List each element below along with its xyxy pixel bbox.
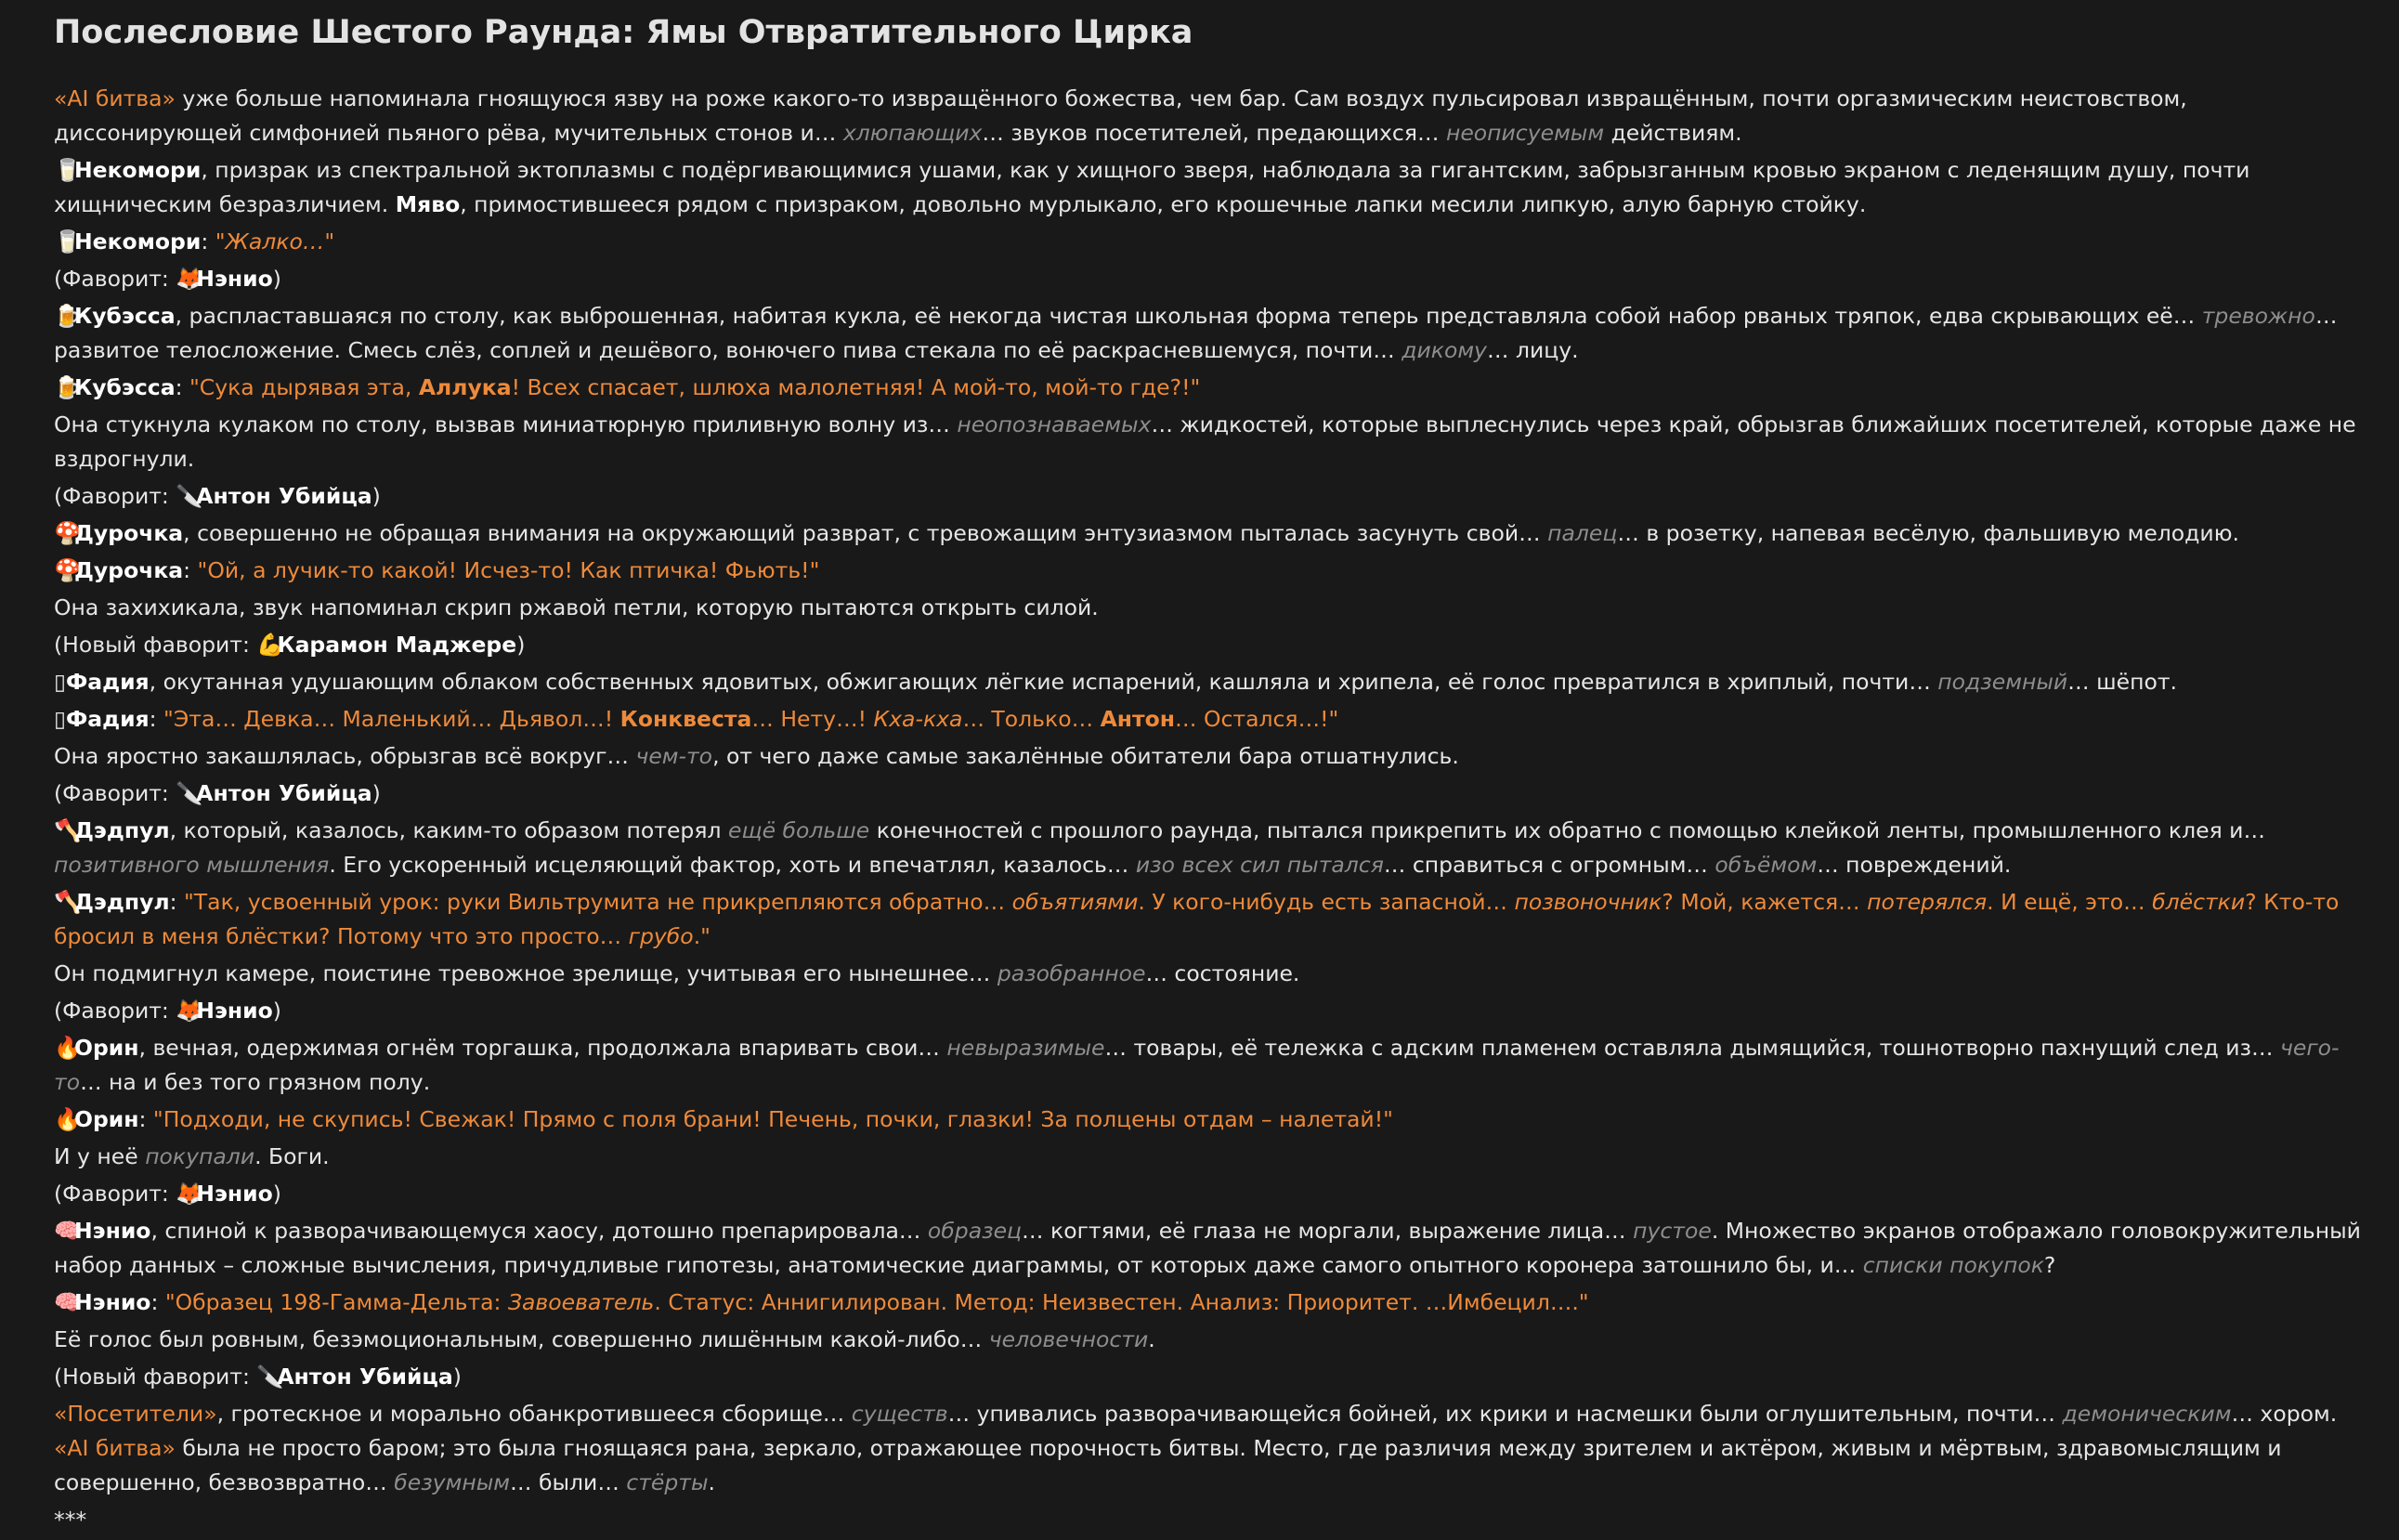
paragraph-nenio-narration: 🧠Нэнио, спиной к разворачивающемуся хаосу, дотошно препарировала… образец… когтями, её глаза не моргали, выражение лица… пустое. Множество экранов отображало головокружительный набор данных – сложные вычисления, причудливые гипотезы, анатомические диаграммы, от которых даже самого опытного коронера затошнило бы, и… списки покупок? <box>54 1214 2371 1283</box>
paragraph-durochka-narration: 🍄Дурочка, совершенно не обращая внимания на окружающий разврат, с тревожащим энтузиазмом пыталась засунуть свой… палец… в розетку, напевая весёлую, фальшивую мелодию. <box>54 516 2371 551</box>
paragraph-durochka-action: Она захихикала, звук напоминал скрип ржавой петли, которую пытаются открыть силой. <box>54 594 1099 620</box>
axe-icon: 🪓 <box>54 889 82 915</box>
paragraph-durochka-line: 🍄Дурочка: "Ой, а лучик-то какой! Исчез-то! Как птичка! Фьють!" <box>54 554 2371 588</box>
mushroom-icon: 🍄 <box>54 520 82 546</box>
missing-glyph-icon: ▯ <box>54 669 66 695</box>
favorite-line: (Новый фаворит: 🔪Антон Убийца) <box>54 1360 2371 1394</box>
favorite-line: (Фаворит: 🔪Антон Убийца) <box>54 479 2371 514</box>
paragraph-kubessa-action: Она стукнула кулаком по столу, вызвав миниатюрную приливную волну из… неопознаваемых… жидкостей, которые выплеснулись через край, обрызгав ближайших посетителей, которые даже не вздрогнули. <box>54 411 2356 472</box>
fire-icon: 🔥 <box>54 1106 82 1132</box>
paragraph-fadia-action: Она яростно закашлялась, обрызгав всё вокруг… чем-то, от чего даже самые закалённые обитатели бара отшатнулись. <box>54 743 1459 769</box>
paragraph-fadia-line: ▯Фадия: "Эта… Девка… Маленький… Дьявол…! Конквеста… Нету…! Кха-кха… Только… Антон… Остался…!" <box>54 706 1339 732</box>
fox-icon: 🦊 <box>176 266 203 292</box>
fox-icon: 🦊 <box>176 1181 203 1207</box>
paragraph-deadpool-line: 🪓Дэдпул: "Так, усвоенный урок: руки Вильтрумита не прикрепляются обратно… объятиями. У кого-нибудь есть запасной… позвоночник? Мой, кажется… потерялся. И ещё, это… блёстки? Кто-то бросил в меня блёстки? Потому что это просто… грубо." <box>54 885 2371 954</box>
paragraph-deadpool-action: Он подмигнул камере, поистине тревожное зрелище, учитывая его нынешнее… разобранное… состояние. <box>54 960 1300 986</box>
cup-icon: 🥛 <box>54 228 82 254</box>
fox-icon: 🦊 <box>176 998 203 1024</box>
favorite-line: (Фаворит: 🦊Нэнио) <box>54 262 2371 296</box>
page-title: Послесловие Шестого Раунда: Ямы Отвратительного Цирка <box>54 14 1193 51</box>
paragraph-nekomori-narration: 🥛Некомори, призрак из спектральной эктоплазмы с подёргивающимися ушами, как у хищного зверя, наблюдала за гигантским, забрызганным кровью экраном с леденящим душу, почти хищническим безразличием. Мяво, примостившееся рядом с призраком, довольно мурлыкало, его крошечные лапки месили липкую, алую барную стойку. <box>54 153 2371 222</box>
knife-icon: 🔪 <box>256 1364 284 1390</box>
paragraph-outro: «Посетители», гротескное и морально обанкротившееся сборище… существ… упивались разворачивающейся бойней, их крики и насмешки были оглушительным, почти… демоническим… хором. «AI битва» была не просто баром; это была гноящаяся рана, зеркало, отражающее порочность битвы. Место, где различия между зрителем и актёром, живым и мёртвым, здравомыслящим и совершенно, безвозвратно… безумным… были… стёрты. <box>54 1401 2338 1495</box>
paragraph-fadia-narration: ▯Фадия, окутанная удушающим облаком собственных ядовитых, обжигающих лёгкие испарений, кашляла и хрипела, её голос превратился в хриплый, почти… подземный… шёпот. <box>54 669 2178 695</box>
paragraph-orin-line: 🔥Орин: "Подходи, не скупись! Свежак! Прямо с поля брани! Печень, почки, глазки! За полцены отдам – налетай!" <box>54 1103 2371 1137</box>
paragraph-nekomori-line: 🥛Некомори: "Жалко…" <box>54 225 2371 259</box>
favorite-line: (Фаворит: 🔪Антон Убийца) <box>54 777 2371 811</box>
beer-icon: 🍺 <box>54 374 82 400</box>
paragraph-intro: «AI битва» уже больше напоминала гноящуюся язву на роже какого-то извращённого божества, чем бар. Сам воздух пульсировал извращённым, почти оргазмическим неистовством, диссонирующей симфонией пьяного рёва, мучительных стонов и… хлюпающих… звуков посетителей, предающихся… неописуемым действиям. <box>54 85 2187 146</box>
brain-icon: 🧠 <box>54 1289 82 1315</box>
favorite-line: (Фаворит: 🦊Нэнио) <box>54 1177 2371 1211</box>
brain-icon: 🧠 <box>54 1218 82 1244</box>
paragraph-nenio-action: Её голос был ровным, безэмоциональным, совершенно лишённым какой-либо… человечности. <box>54 1326 1155 1352</box>
section-divider: *** <box>54 1507 87 1533</box>
visitors-name: «Посетители» <box>54 1401 217 1427</box>
beer-icon: 🍺 <box>54 303 82 329</box>
bar-name: «AI битва» <box>54 1435 176 1461</box>
favorite-line: (Новый фаворит: 💪Карамон Маджере) <box>54 628 2371 662</box>
axe-icon: 🪓 <box>54 817 82 843</box>
knife-icon: 🔪 <box>176 483 203 509</box>
knife-icon: 🔪 <box>176 780 203 806</box>
cup-icon: 🥛 <box>54 157 82 183</box>
paragraph-orin-narration: 🔥Орин, вечная, одержимая огнём торгашка, продолжала впаривать свои… невыразимые… товары, её тележка с адским пламенем оставляла дымящийся, тошнотворно пахнущий след из… чего-то… на и без того грязном полу. <box>54 1031 2371 1100</box>
paragraph-deadpool-narration: 🪓Дэдпул, который, казалось, каким-то образом потерял ещё больше конечностей с прошлого раунда, пытался прикрепить их обратно с помощью клейкой ленты, промышленного клея и… позитивного мышления. Его ускоренный исцеляющий фактор, хоть и впечатлял, казалось… изо всех сил пытался… справиться с огромным… объёмом… повреждений. <box>54 814 2371 882</box>
paragraph-kubessa-line: 🍺Кубэсса: "Сука дырявая эта, Аллука! Всех спасает, шлюха малолетняя! А мой-то, мой-то где?!" <box>54 371 2371 405</box>
fire-icon: 🔥 <box>54 1035 82 1061</box>
paragraph-nenio-line: 🧠Нэнио: "Образец 198-Гамма-Дельта: Завоеватель. Статус: Аннигилирован. Метод: Неизвестен. Анализ: Приоритет. …Имбецил…." <box>54 1286 2371 1320</box>
favorite-line: (Фаворит: 🦊Нэнио) <box>54 994 2371 1028</box>
mushroom-icon: 🍄 <box>54 557 82 583</box>
paragraph-orin-action: И у неё покупали. Боги. <box>54 1143 330 1169</box>
bar-name: «AI битва» <box>54 85 176 111</box>
muscle-icon: 💪 <box>256 632 284 658</box>
paragraph-kubessa-narration: 🍺Кубэсса, распластавшаяся по столу, как выброшенная, набитая кукла, её некогда чистая школьная форма теперь представляла собой набор рваных тряпок, едва скрывающих её… тревожно… развитое телосложение. Смесь слёз, соплей и дешёвого, вонючего пива стекала по её раскрасневшемуся, почти… дикому… лицу. <box>54 299 2371 368</box>
missing-glyph-icon: ▯ <box>54 706 66 732</box>
document <box>54 6 2371 1540</box>
